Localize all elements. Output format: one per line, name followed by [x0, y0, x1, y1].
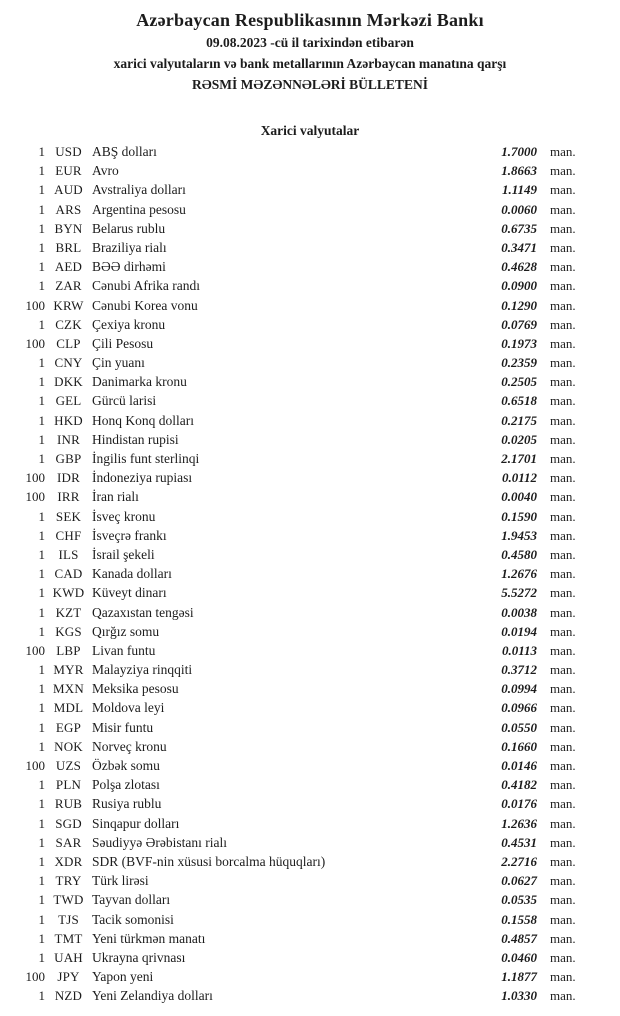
table-row	[0, 545, 620, 564]
currency-code-cell: XDR	[54, 853, 83, 869]
quantity-cell: 1	[38, 182, 45, 198]
unit-cell: man.	[550, 316, 576, 332]
currency-name-cell: İsrail şekeli	[92, 546, 155, 562]
unit-cell: man.	[550, 527, 576, 543]
currency-code-cell: NZD	[54, 988, 83, 1004]
table-row	[0, 871, 620, 890]
rate-value-cell: 0.0205	[501, 431, 537, 447]
currency-code-cell: BYN	[54, 220, 83, 236]
quantity-cell: 1	[38, 834, 45, 850]
unit-cell: man.	[550, 604, 576, 620]
currency-code-cell: GBP	[55, 451, 82, 466]
rate-value-cell: 0.2359	[501, 355, 537, 371]
unit-cell: man.	[550, 393, 576, 409]
currency-code-cell: KWD	[52, 585, 85, 601]
quantity-cell: 1	[38, 278, 45, 294]
currency-name-cell: BƏƏ dirhəmi	[92, 259, 166, 275]
quantity-cell: 1	[38, 681, 45, 697]
unit-cell: man.	[550, 259, 576, 275]
rate-value-cell: 0.1660	[501, 738, 537, 754]
rate-value-cell: 0.0146	[501, 758, 537, 773]
rate-value-cell: 0.1558	[501, 911, 537, 927]
table-row	[0, 679, 620, 698]
quantity-cell: 1	[38, 431, 45, 447]
table-row	[0, 718, 620, 737]
rate-value-cell: 0.0460	[501, 949, 537, 965]
currency-code-cell: ARS	[55, 201, 82, 217]
quantity-cell: 1	[38, 316, 45, 332]
currency-name-cell: Honq Konq dolları	[92, 412, 194, 428]
currency-code-cell: JPY	[57, 969, 80, 985]
unit-cell: man.	[550, 220, 576, 236]
currency-code-cell: BRL	[55, 239, 82, 255]
rate-value-cell: 1.9453	[501, 527, 537, 543]
unit-cell: man.	[550, 374, 576, 390]
rate-value-cell: 0.0769	[501, 316, 537, 332]
currency-name-cell: Tayvan dolları	[92, 892, 171, 908]
quantity-cell: 100	[25, 470, 45, 486]
quantity-cell: 1	[38, 988, 45, 1004]
table-row	[0, 161, 620, 180]
currency-code-cell: RUB	[54, 796, 83, 812]
currency-code-cell: MXN	[53, 681, 84, 697]
table-row	[0, 622, 620, 641]
quantity-cell: 1	[38, 777, 45, 793]
table-row	[0, 468, 620, 487]
unit-cell: man.	[550, 623, 576, 639]
unit-cell: man.	[550, 585, 576, 601]
currency-name-cell: Çin yuanı	[92, 355, 145, 371]
currency-code-cell: USD	[55, 144, 82, 159]
quantity-cell: 1	[38, 201, 45, 217]
scope-line: xarici valyutaların və bank metallarının Azərbaycan manatına qarşı	[113, 56, 507, 71]
section-title-foreign-currencies: Xarici valyutalar	[260, 123, 360, 138]
rate-value-cell: 1.1877	[501, 969, 537, 985]
currency-name-cell: Rusiya rublu	[92, 796, 162, 812]
table-row	[0, 487, 620, 506]
rate-value-cell: 0.2505	[501, 374, 537, 390]
unit-cell: man.	[550, 796, 576, 812]
quantity-cell: 1	[38, 374, 45, 390]
table-row	[0, 507, 620, 526]
quantity-cell: 1	[38, 892, 45, 908]
unit-cell: man.	[550, 566, 576, 582]
rate-value-cell: 0.0060	[501, 201, 537, 217]
unit-cell: man.	[550, 431, 576, 447]
quantity-cell: 1	[38, 412, 45, 428]
quantity-cell: 1	[38, 355, 45, 371]
currency-name-cell: İsveç kronu	[92, 508, 156, 524]
unit-cell: man.	[550, 201, 576, 217]
unit-cell: man.	[550, 470, 576, 486]
quantity-cell: 1	[38, 719, 45, 735]
rate-value-cell: 1.7000	[501, 144, 537, 159]
table-row	[0, 276, 620, 295]
rate-value-cell: 0.4628	[501, 259, 537, 275]
currency-name-cell: Misir funtu	[92, 719, 154, 735]
rate-value-cell: 0.0966	[501, 700, 537, 716]
quantity-cell: 100	[25, 335, 45, 351]
table-row	[0, 603, 620, 622]
table-row	[0, 814, 620, 833]
table-row	[0, 411, 620, 430]
currency-code-cell: SEK	[55, 508, 82, 524]
currency-code-cell: TRY	[55, 873, 82, 889]
currency-code-cell: TMT	[54, 930, 83, 946]
rate-value-cell: 0.0900	[501, 278, 537, 294]
quantity-cell: 1	[38, 738, 45, 754]
currency-name-cell: Avro	[92, 163, 119, 179]
currency-code-cell: CZK	[55, 316, 82, 332]
currency-name-cell: Çili Pesosu	[92, 335, 154, 351]
unit-cell: man.	[550, 777, 576, 793]
currency-code-cell: CNY	[54, 355, 83, 371]
unit-cell: man.	[550, 969, 576, 985]
unit-cell: man.	[550, 642, 576, 658]
currency-name-cell: Yapon yeni	[92, 969, 154, 985]
table-row	[0, 219, 620, 238]
table-row	[0, 372, 620, 391]
currency-name-cell: Yeni türkmən manatı	[92, 930, 206, 946]
currency-code-cell: NOK	[54, 738, 83, 754]
table-row	[0, 449, 620, 468]
currency-code-cell: CLP	[56, 335, 81, 351]
currency-name-cell: Belarus rublu	[92, 220, 166, 236]
quantity-cell: 1	[38, 930, 45, 946]
rate-value-cell: 0.3712	[501, 662, 537, 678]
unit-cell: man.	[550, 297, 576, 313]
rate-value-cell: 0.4531	[501, 834, 537, 850]
bulletin-title: RƏSMİ MƏZƏNNƏLƏRİ BÜLLETENİ	[192, 77, 428, 92]
unit-cell: man.	[550, 930, 576, 946]
table-row	[0, 833, 620, 852]
currency-name-cell: Səudiyyə Ərəbistanı rialı	[92, 834, 227, 850]
currency-code-cell: PLN	[55, 777, 82, 793]
quantity-cell: 100	[25, 758, 45, 773]
table-row	[0, 775, 620, 794]
rate-value-cell: 0.6518	[501, 393, 537, 409]
rate-value-cell: 0.0627	[501, 873, 537, 889]
unit-cell: man.	[550, 163, 576, 179]
table-row	[0, 756, 620, 775]
quantity-cell: 1	[38, 815, 45, 831]
currency-name-cell: Cənubi Korea vonu	[92, 297, 198, 313]
rate-value-cell: 2.1701	[501, 451, 537, 466]
currency-code-cell: DKK	[54, 374, 83, 390]
table-row	[0, 967, 620, 986]
currency-name-cell: Yeni Zelandiya dolları	[92, 988, 213, 1004]
currency-code-cell: GEL	[55, 393, 82, 409]
currency-code-cell: ZAR	[55, 278, 82, 294]
currency-name-cell: Braziliya rialı	[92, 239, 167, 255]
unit-cell: man.	[550, 278, 576, 294]
unit-cell: man.	[550, 355, 576, 371]
unit-cell: man.	[550, 182, 576, 198]
rate-value-cell: 0.0550	[501, 719, 537, 735]
unit-cell: man.	[550, 892, 576, 908]
table-row	[0, 737, 620, 756]
table-row	[0, 986, 620, 1005]
unit-cell: man.	[550, 144, 576, 159]
rate-value-cell: 0.1973	[501, 335, 537, 351]
currency-code-cell: IDR	[57, 470, 80, 486]
currency-name-cell: Küveyt dinarı	[92, 585, 167, 601]
rate-value-cell: 0.0112	[501, 470, 537, 486]
unit-cell: man.	[550, 911, 576, 927]
quantity-cell: 100	[25, 297, 45, 313]
currency-name-cell: Norveç kronu	[92, 738, 167, 754]
quantity-cell: 1	[38, 585, 45, 601]
rate-value-cell: 0.0994	[501, 681, 537, 697]
table-row	[0, 890, 620, 909]
table-row	[0, 910, 620, 929]
currency-code-cell: EGP	[55, 719, 82, 735]
unit-cell: man.	[550, 834, 576, 850]
rate-value-cell: 0.0113	[501, 642, 537, 658]
unit-cell: man.	[550, 239, 576, 255]
currency-name-cell: Özbək somu	[92, 758, 160, 773]
quantity-cell: 100	[25, 489, 45, 505]
currency-name-cell: Danimarka kronu	[92, 374, 187, 390]
currency-code-cell: HKD	[54, 412, 83, 428]
currency-code-cell: MYR	[53, 662, 84, 678]
table-row	[0, 180, 620, 199]
quantity-cell: 1	[38, 873, 45, 889]
currency-code-cell: KGS	[55, 623, 82, 639]
currency-code-cell: TJS	[58, 911, 79, 927]
quantity-cell: 1	[38, 949, 45, 965]
unit-cell: man.	[550, 873, 576, 889]
currency-name-cell: Hindistan rupisi	[92, 431, 179, 447]
currency-code-cell: CHF	[55, 527, 82, 543]
currency-code-cell: KRW	[53, 297, 84, 313]
quantity-cell: 1	[38, 220, 45, 236]
rate-value-cell: 0.0176	[501, 796, 537, 812]
table-row	[0, 391, 620, 410]
unit-cell: man.	[550, 853, 576, 869]
currency-code-cell: SAR	[55, 834, 82, 850]
rate-value-cell: 0.0194	[501, 623, 537, 639]
rate-value-cell: 0.4580	[501, 546, 537, 562]
rate-value-cell: 1.1149	[501, 182, 537, 198]
currency-name-cell: SDR (BVF-nin xüsusi borcalma hüquqları)	[92, 853, 326, 869]
unit-cell: man.	[550, 335, 576, 351]
unit-cell: man.	[550, 700, 576, 716]
quantity-cell: 1	[38, 700, 45, 716]
currency-code-cell: ILS	[58, 546, 79, 562]
table-row	[0, 142, 620, 161]
currency-code-cell: SGD	[55, 815, 82, 831]
currency-name-cell: Kanada dolları	[92, 566, 172, 582]
rate-value-cell: 0.0038	[501, 604, 537, 620]
rate-value-cell: 0.2175	[501, 412, 537, 428]
unit-cell: man.	[550, 815, 576, 831]
rate-value-cell: 0.0040	[501, 489, 537, 505]
currency-code-cell: KZT	[55, 604, 82, 620]
quantity-cell: 1	[38, 546, 45, 562]
table-row	[0, 929, 620, 948]
unit-cell: man.	[550, 719, 576, 735]
unit-cell: man.	[550, 546, 576, 562]
quantity-cell: 1	[38, 393, 45, 409]
unit-cell: man.	[550, 738, 576, 754]
table-row	[0, 296, 620, 315]
quantity-cell: 1	[38, 911, 45, 927]
table-row	[0, 353, 620, 372]
table-row	[0, 315, 620, 334]
rate-value-cell: 0.4182	[501, 777, 537, 793]
currency-name-cell: Argentina pesosu	[92, 201, 186, 217]
quantity-cell: 1	[38, 163, 45, 179]
currency-name-cell: ABŞ dolları	[92, 144, 157, 159]
table-row	[0, 334, 620, 353]
quantity-cell: 1	[38, 566, 45, 582]
currency-name-cell: Ukrayna qrivnası	[92, 949, 186, 965]
currency-name-cell: Livan funtu	[92, 642, 156, 658]
rate-value-cell: 5.5272	[501, 585, 537, 601]
currency-name-cell: İndoneziya rupiası	[92, 470, 193, 486]
quantity-cell: 1	[38, 239, 45, 255]
table-row	[0, 526, 620, 545]
rate-value-cell: 1.8663	[501, 163, 537, 179]
currency-name-cell: İran rialı	[92, 489, 139, 505]
quantity-cell: 100	[25, 969, 45, 985]
rate-value-cell: 0.1590	[501, 508, 537, 524]
quantity-cell: 1	[38, 451, 45, 466]
table-row	[0, 852, 620, 871]
unit-cell: man.	[550, 949, 576, 965]
quantity-cell: 100	[25, 642, 45, 658]
quantity-cell: 1	[38, 144, 45, 159]
currency-code-cell: IRR	[57, 489, 80, 505]
quantity-cell: 1	[38, 527, 45, 543]
unit-cell: man.	[550, 988, 576, 1004]
rate-value-cell: 1.2676	[501, 566, 537, 582]
currency-name-cell: Moldova leyi	[92, 700, 165, 716]
table-row	[0, 257, 620, 276]
unit-cell: man.	[550, 681, 576, 697]
rate-value-cell: 0.0535	[501, 892, 537, 908]
currency-code-cell: MDL	[53, 700, 84, 716]
currency-name-cell: İsveçrə frankı	[92, 527, 167, 543]
table-row	[0, 794, 620, 813]
effective-date-line: 09.08.2023 -cü il tarixindən etibarən	[206, 35, 414, 50]
quantity-cell: 1	[38, 259, 45, 275]
currency-code-cell: UAH	[54, 949, 83, 965]
currency-name-cell: Malayziya rinqqiti	[92, 662, 193, 678]
currency-code-cell: LBP	[56, 642, 81, 658]
currency-name-cell: Gürcü larisi	[92, 393, 157, 409]
bank-title: Azərbaycan Respublikasının Mərkəzi Bankı	[136, 10, 484, 30]
currency-name-cell: Avstraliya dolları	[92, 182, 186, 198]
quantity-cell: 1	[38, 662, 45, 678]
unit-cell: man.	[550, 412, 576, 428]
table-row	[0, 564, 620, 583]
table-row	[0, 641, 620, 660]
quantity-cell: 1	[38, 604, 45, 620]
currency-name-cell: Cənubi Afrika randı	[92, 278, 200, 294]
table-row	[0, 698, 620, 717]
quantity-cell: 1	[38, 853, 45, 869]
currency-name-cell: Polşa zlotası	[92, 777, 160, 793]
currency-code-cell: TWD	[53, 892, 84, 908]
table-row	[0, 430, 620, 449]
unit-cell: man.	[550, 451, 576, 466]
rate-value-cell: 0.3471	[501, 239, 537, 255]
rate-value-cell: 0.1290	[501, 297, 537, 313]
currency-name-cell: Tacik somonisi	[92, 911, 174, 927]
currency-name-cell: Türk lirəsi	[92, 873, 149, 889]
quantity-cell: 1	[38, 508, 45, 524]
rates-table	[0, 142, 620, 1005]
currency-name-cell: İngilis funt sterlinqi	[92, 451, 200, 466]
currency-name-cell: Meksika pesosu	[92, 681, 179, 697]
rate-value-cell: 1.0330	[501, 988, 537, 1004]
unit-cell: man.	[550, 489, 576, 505]
currency-code-cell: AED	[54, 259, 83, 275]
quantity-cell: 1	[38, 796, 45, 812]
currency-name-cell: Çexiya kronu	[92, 316, 166, 332]
quantity-cell: 1	[38, 623, 45, 639]
table-row	[0, 948, 620, 967]
unit-cell: man.	[550, 508, 576, 524]
bulletin-header	[0, 0, 620, 95]
currency-code-cell: AUD	[54, 182, 83, 198]
unit-cell: man.	[550, 758, 576, 773]
currency-code-cell: INR	[57, 431, 80, 447]
table-row	[0, 583, 620, 602]
currency-name-cell: Qazaxıstan tengəsi	[92, 604, 194, 620]
currency-name-cell: Qırğız somu	[92, 623, 160, 639]
currency-code-cell: EUR	[55, 163, 82, 179]
table-row	[0, 200, 620, 219]
currency-code-cell: CAD	[54, 566, 83, 582]
rate-value-cell: 0.4857	[501, 930, 537, 946]
unit-cell: man.	[550, 662, 576, 678]
rate-value-cell: 0.6735	[501, 220, 537, 236]
table-row	[0, 238, 620, 257]
currency-code-cell: UZS	[55, 758, 82, 773]
rate-value-cell: 1.2636	[501, 815, 537, 831]
table-row	[0, 660, 620, 679]
rate-value-cell: 2.2716	[501, 853, 537, 869]
currency-name-cell: Sinqapur dolları	[92, 815, 180, 831]
